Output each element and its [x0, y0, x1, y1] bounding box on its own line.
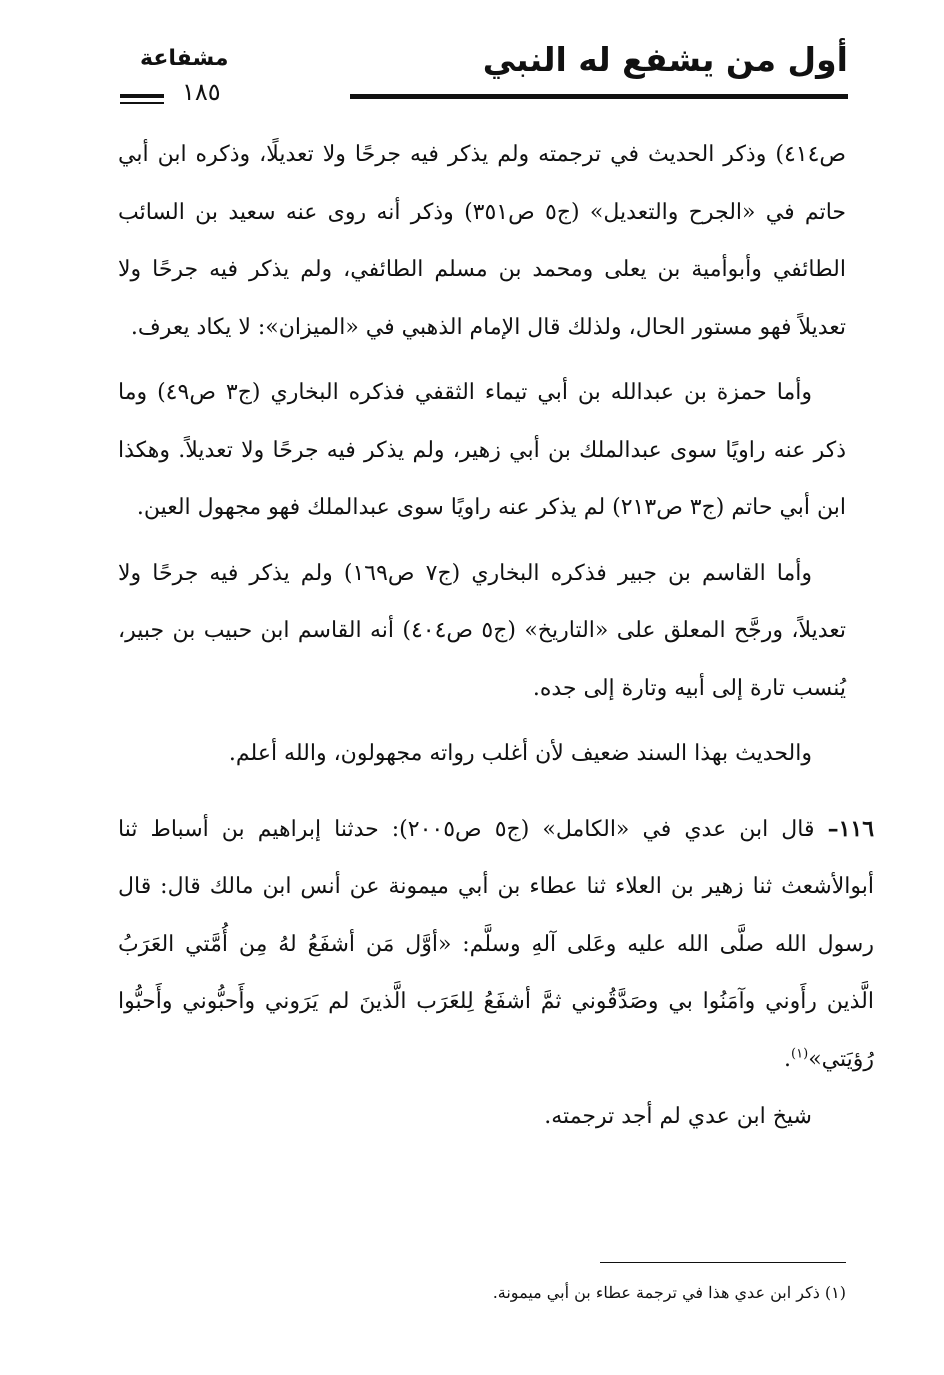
- footnote-text: ذكر ابن عدي هذا في ترجمة عطاء بن أبي ميمونة.: [492, 1283, 820, 1302]
- footnote: [206, 1280, 846, 1306]
- hadith-number: ١١٦–: [827, 815, 875, 842]
- page-number: ١٨٥: [182, 78, 221, 106]
- page-header: [112, 38, 848, 108]
- hadith-end: .: [784, 1046, 792, 1072]
- footnote-separator: [600, 1262, 846, 1263]
- header-rule: [350, 94, 848, 99]
- body-text: [118, 126, 875, 1146]
- header-rule-ornament: [120, 94, 164, 98]
- hadith-text: قال ابن عدي في «الكامل» (ج٥ ص٢٠٠٥): حدثنا إبراهيم بن أسباط ثنا أبوالأشعث ثنا زهير بن العلاء ثنا عطاء بن أبي ميمونة عن أنس ابن مالك قال: قال رسول الله صلَّى الله عليه وعَلى آلهِ وسلَّم: «أوَّل مَن أشفَعُ لهُ مِن أُمَّتي العَرَبُ الَّذين رأَوني وآمَنُوا بي وصَدَّقُوني ثمَّ أشفَعُ لِلعَرَب الَّذينَ لم يَرَوني وأَحبُّوني وأَحبُّوا رُؤيَتي»: [118, 816, 874, 1072]
- paragraph: وأما حمزة بن عبدالله بن أبي تيماء الثقفي فذكره البخاري (ج٣ ص٤٩) وما ذكر عنه راويًا سوى عبدالملك بن أبي زهير، ولم يذكر فيه جرحًا ولا تعديلاً. وهكذا ابن أبي حاتم (ج٣ ص٢١٣) لم يذكر عنه راويًا سوى عبدالملك فهو مجهول العين.: [118, 380, 846, 520]
- header-rule-ornament-thin: [120, 102, 164, 104]
- footnote-marker: (١): [824, 1283, 846, 1302]
- header-logo: مشفاعة: [140, 46, 229, 71]
- paragraph: وأما القاسم بن جبير فذكره البخاري (ج٧ ص١٦٩) ولم يذكر فيه جرحًا ولا تعديلاً، ورجَّح المعلق على «التاريخ» (ج٥ ص٤٠٤) أنه القاسم ابن حبيب بن جبير، يُنسب تارة إلى أبيه وتارة إلى جده.: [118, 560, 847, 701]
- footnote-ref: (١): [791, 1046, 809, 1062]
- closing-line: شيخ ابن عدي لم أجد ترجمته.: [544, 1104, 812, 1129]
- running-title: أول من يشفع له النبي: [482, 40, 848, 79]
- paragraph: والحديث بهذا السند ضعيف لأن أغلب رواته مجهولون، والله أعلم.: [228, 741, 812, 766]
- paragraph: ص٤١٤) وذكر الحديث في ترجمته ولم يذكر فيه جرحًا ولا تعديلًا، وذكره ابن أبي حاتم في «الجرح والتعديل» (ج٥ ص٣٥١) وذكر أنه روى عنه سعيد بن السائب الطائفي وأبوأمية بن يعلى ومحمد بن مسلم الطائفي، ولم يذكر فيه جرحًا ولا تعديلاً فهو مستور الحال، ولذلك قال الإمام الذهبي في «الميزان»: لا يكاد يعرف.: [118, 142, 846, 340]
- hadith-entry: [118, 801, 874, 1089]
